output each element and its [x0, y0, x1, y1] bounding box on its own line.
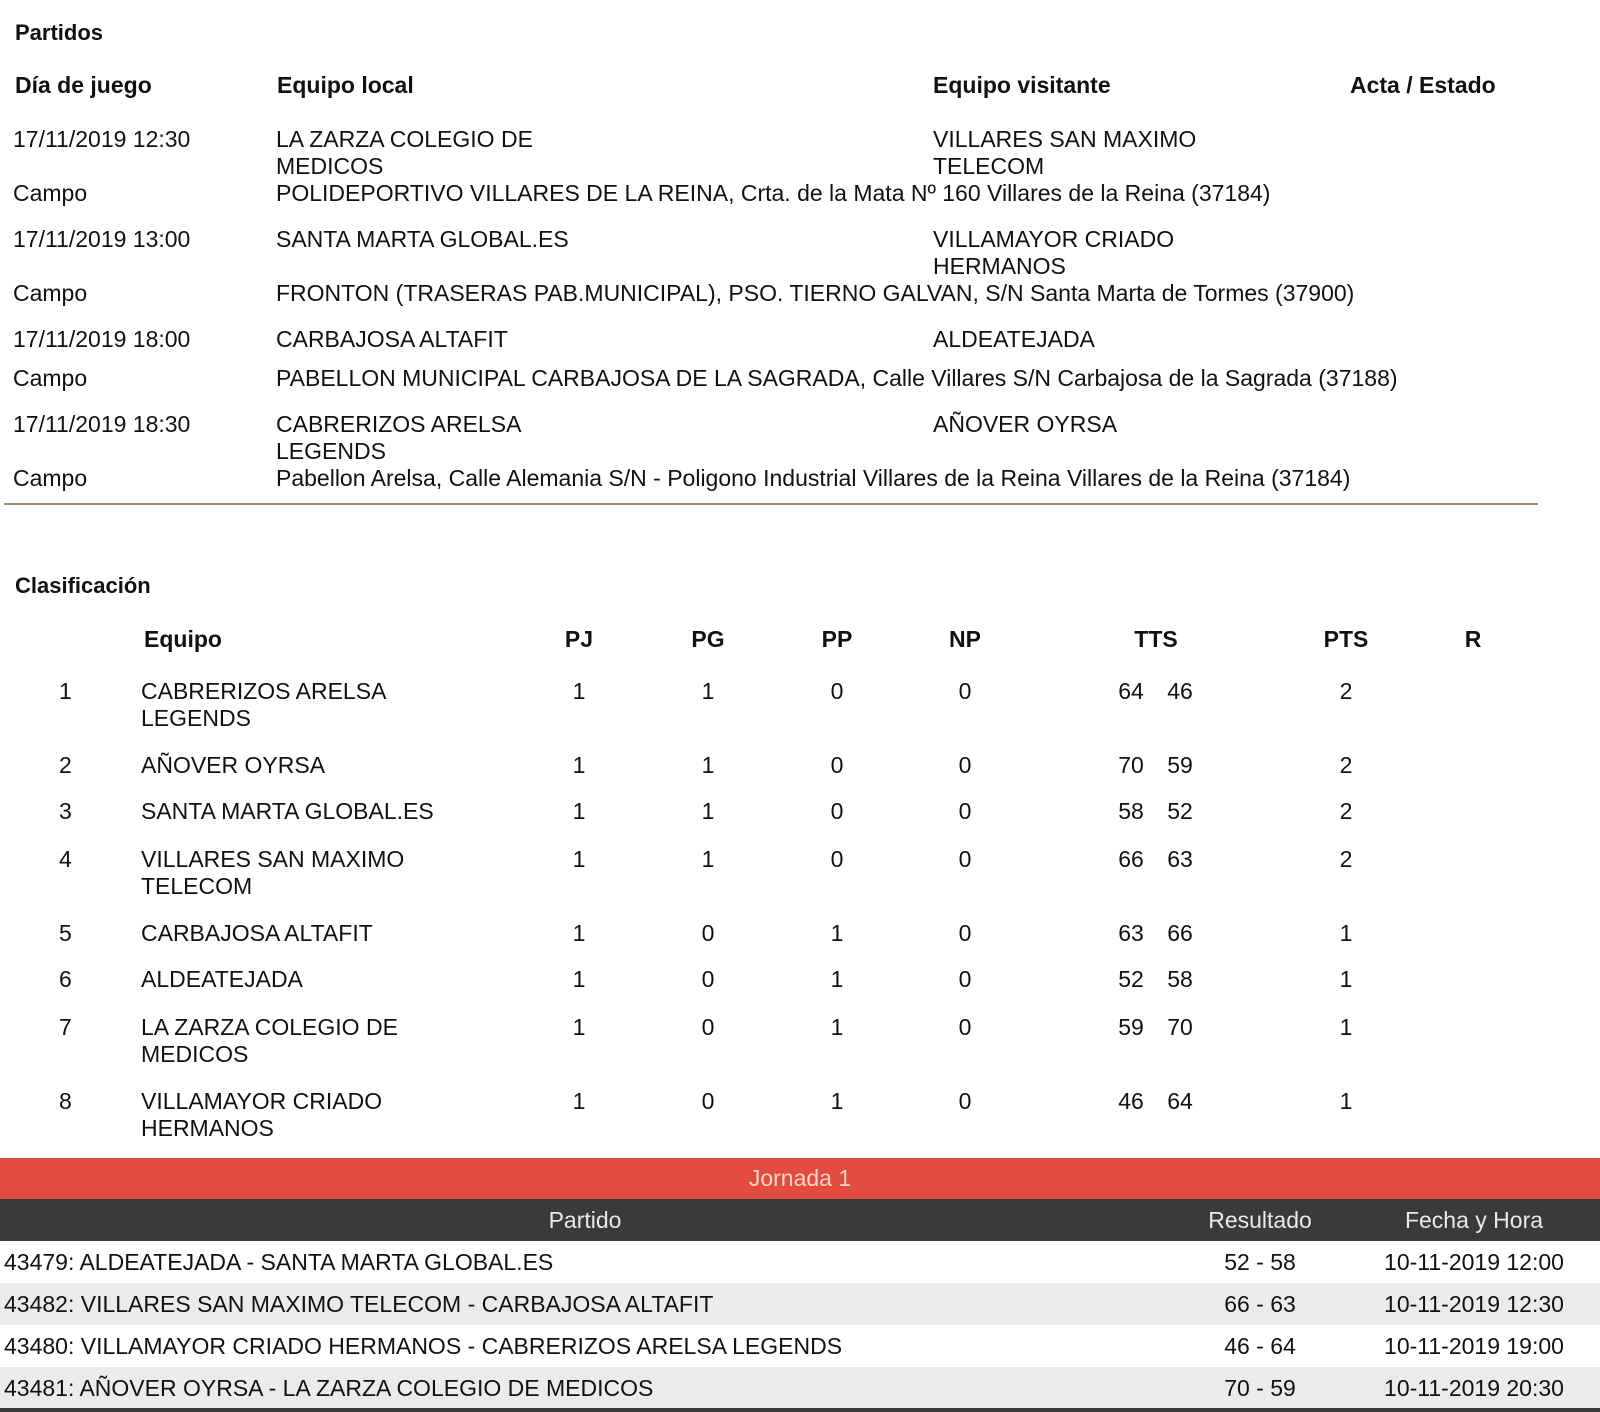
pj-value: 1	[572, 752, 586, 778]
pj-value: 1	[572, 966, 586, 992]
pts-value: 1	[1339, 1014, 1353, 1040]
match-visitor-team: VILLARES SAN MAXIMO TELECOM	[933, 126, 1197, 179]
campo-label: Campo	[13, 180, 88, 206]
team-name: CABRERIZOS ARELSA LEGENDS	[141, 678, 386, 731]
pts-value: 1	[1339, 966, 1353, 992]
match-local-team: SANTA MARTA GLOBAL.ES	[276, 226, 569, 252]
jornada-row	[0, 1325, 1600, 1367]
position: 6	[59, 966, 72, 992]
pj-value: 1	[572, 1014, 586, 1040]
jornada-partido: 43481: AÑOVER OYRSA - LA ZARZA COLEGIO DE MEDICOS	[4, 1375, 654, 1401]
pg-value: 0	[701, 1014, 715, 1040]
campo-label: Campo	[13, 365, 88, 391]
position: 2	[59, 752, 72, 778]
pp-value: 1	[830, 1014, 844, 1040]
pts-value: 1	[1339, 920, 1353, 946]
col-resultado: Resultado	[1208, 1207, 1312, 1233]
tts-for: 66	[1118, 846, 1144, 872]
col-tts: TTS	[1134, 626, 1178, 652]
pp-value: 0	[830, 798, 844, 824]
tts-against: 66	[1167, 920, 1193, 946]
match-local-team: LA ZARZA COLEGIO DE MEDICOS	[276, 126, 533, 179]
standings-row	[0, 1088, 1600, 1148]
standings-row	[0, 846, 1600, 906]
tts-for: 70	[1118, 752, 1144, 778]
pts-value: 2	[1339, 678, 1353, 704]
col-equipo-visitante: Equipo visitante	[933, 72, 1111, 98]
col-equipo-local: Equipo local	[277, 72, 414, 98]
pj-value: 1	[572, 846, 586, 872]
pg-value: 1	[701, 752, 715, 778]
tts-for: 46	[1118, 1088, 1144, 1114]
match-date: 17/11/2019 18:30	[13, 411, 191, 437]
col-fecha-hora: Fecha y Hora	[1404, 1207, 1544, 1233]
pp-value: 0	[830, 678, 844, 704]
col-pts: PTS	[1323, 626, 1369, 652]
pj-value: 1	[572, 1088, 586, 1114]
partidos-title: Partidos	[15, 20, 104, 45]
tts-for: 52	[1118, 966, 1144, 992]
jornada-fecha: 10-11-2019 12:30	[1384, 1291, 1564, 1317]
np-value: 0	[958, 920, 972, 946]
tts-for: 63	[1118, 920, 1144, 946]
tts-for: 59	[1118, 1014, 1144, 1040]
tts-against: 59	[1167, 752, 1193, 778]
tts-against: 63	[1167, 846, 1193, 872]
match-visitor-team: VILLAMAYOR CRIADO HERMANOS	[933, 226, 1175, 279]
section-divider	[4, 503, 1538, 505]
match-local-team: CABRERIZOS ARELSA LEGENDS	[276, 411, 521, 464]
campo-label: Campo	[13, 465, 88, 491]
jornada-row	[0, 1241, 1600, 1283]
tts-against: 52	[1167, 798, 1193, 824]
tts-against: 58	[1167, 966, 1193, 992]
match-date: 17/11/2019 18:00	[13, 326, 191, 352]
col-acta-estado: Acta / Estado	[1350, 72, 1496, 98]
pts-value: 2	[1339, 798, 1353, 824]
team-name: VILLARES SAN MAXIMO TELECOM	[141, 846, 405, 899]
team-name: CARBAJOSA ALTAFIT	[141, 920, 373, 946]
standings-row	[0, 678, 1600, 738]
jornada-row	[0, 1283, 1600, 1325]
jornada-fecha: 10-11-2019 19:00	[1384, 1333, 1564, 1359]
col-np: NP	[949, 626, 981, 652]
jornada-resultado: 70 - 59	[1224, 1375, 1296, 1401]
pts-value: 2	[1339, 846, 1353, 872]
position: 3	[59, 798, 72, 824]
campo-label: Campo	[13, 280, 88, 306]
col-pj: PJ	[564, 626, 594, 652]
col-pg: PG	[691, 626, 725, 652]
pg-value: 0	[701, 920, 715, 946]
np-value: 0	[958, 1014, 972, 1040]
jornada-partido: 43482: VILLARES SAN MAXIMO TELECOM - CARBAJOSA ALTAFIT	[4, 1291, 714, 1317]
jornada-fecha: 10-11-2019 20:30	[1384, 1375, 1564, 1401]
np-value: 0	[958, 966, 972, 992]
clasificacion-title: Clasificación	[15, 573, 151, 598]
tts-for: 58	[1118, 798, 1144, 824]
position: 7	[59, 1014, 72, 1040]
match-local-team: CARBAJOSA ALTAFIT	[276, 326, 508, 352]
jornada-resultado: 46 - 64	[1224, 1333, 1296, 1359]
pj-value: 1	[572, 798, 586, 824]
match-date: 17/11/2019 13:00	[13, 226, 191, 252]
table-bottom-rule	[0, 1408, 1600, 1412]
tts-against: 64	[1167, 1088, 1193, 1114]
position: 8	[59, 1088, 72, 1114]
match-visitor-team: ALDEATEJADA	[933, 326, 1095, 352]
jornada-fecha: 10-11-2019 12:00	[1384, 1249, 1564, 1275]
match-visitor-team: AÑOVER OYRSA	[933, 411, 1118, 437]
col-r: R	[1464, 626, 1482, 652]
pj-value: 1	[572, 920, 586, 946]
jornada-resultado: 52 - 58	[1224, 1249, 1296, 1275]
jornada-header	[0, 1199, 1600, 1241]
position: 4	[59, 846, 72, 872]
pts-value: 1	[1339, 1088, 1353, 1114]
tts-for: 64	[1118, 678, 1144, 704]
jornada-resultado: 66 - 63	[1224, 1291, 1296, 1317]
col-equipo: Equipo	[144, 626, 222, 652]
campo-value: FRONTON (TRASERAS PAB.MUNICIPAL), PSO. TIERNO GALVAN, S/N Santa Marta de Tormes (37900)	[276, 280, 1355, 306]
jornada-title-bar: Jornada 1	[0, 1158, 1600, 1199]
pj-value: 1	[572, 678, 586, 704]
team-name: ALDEATEJADA	[141, 966, 303, 992]
pp-value: 0	[830, 752, 844, 778]
np-value: 0	[958, 1088, 972, 1114]
campo-value: POLIDEPORTIVO VILLARES DE LA REINA, Crta. de la Mata Nº 160 Villares de la Reina (37184)	[276, 180, 1271, 206]
team-name: AÑOVER OYRSA	[141, 752, 326, 778]
pts-value: 2	[1339, 752, 1353, 778]
col-pp: PP	[821, 626, 853, 652]
campo-value: Pabellon Arelsa, Calle Alemania S/N - Poligono Industrial Villares de la Reina Villares de la Reina (37184)	[276, 465, 1351, 491]
pp-value: 0	[830, 846, 844, 872]
tts-against: 46	[1167, 678, 1193, 704]
pg-value: 1	[701, 798, 715, 824]
np-value: 0	[958, 846, 972, 872]
np-value: 0	[958, 678, 972, 704]
jornada-partido: 43480: VILLAMAYOR CRIADO HERMANOS - CABRERIZOS ARELSA LEGENDS	[4, 1333, 843, 1359]
team-name: SANTA MARTA GLOBAL.ES	[141, 798, 434, 824]
position: 1	[59, 678, 72, 704]
match-date: 17/11/2019 12:30	[13, 126, 191, 152]
np-value: 0	[958, 752, 972, 778]
pg-value: 1	[701, 678, 715, 704]
np-value: 0	[958, 798, 972, 824]
col-partido: Partido	[548, 1207, 622, 1233]
pg-value: 1	[701, 846, 715, 872]
col-dia-de-juego: Día de juego	[15, 72, 152, 98]
pg-value: 0	[701, 966, 715, 992]
pg-value: 0	[701, 1088, 715, 1114]
tts-against: 70	[1167, 1014, 1193, 1040]
pp-value: 1	[830, 920, 844, 946]
team-name: LA ZARZA COLEGIO DE MEDICOS	[141, 1014, 398, 1067]
position: 5	[59, 920, 72, 946]
pp-value: 1	[830, 1088, 844, 1114]
pp-value: 1	[830, 966, 844, 992]
campo-value: PABELLON MUNICIPAL CARBAJOSA DE LA SAGRADA, Calle Villares S/N Carbajosa de la Sagrada (37188)	[276, 365, 1398, 391]
team-name: VILLAMAYOR CRIADO HERMANOS	[141, 1088, 383, 1141]
jornada-row	[0, 1367, 1600, 1409]
standings-row	[0, 1014, 1600, 1074]
jornada-partido: 43479: ALDEATEJADA - SANTA MARTA GLOBAL.ES	[4, 1249, 554, 1275]
